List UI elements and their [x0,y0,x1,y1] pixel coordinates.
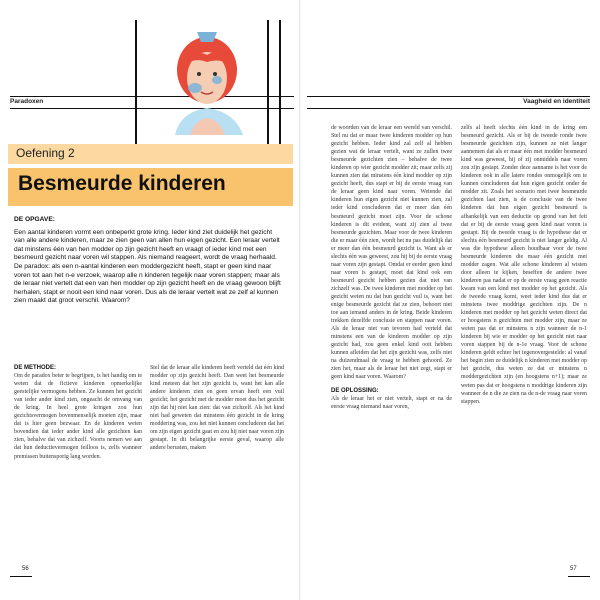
right-col-1 [331,124,452,411]
left-header-text: Paradoxen [10,98,44,105]
right-text-2: zelfs al heeft slechts één kind in de kring een besmeurd gezicht. Als er bij de tweede ronde twee besmeurde gezichten zijn, kunnen ze niet langer aannemen dat als er maar één met modder besmeurd kind was geweest, hij of zij onmiddels naar voren zou zijn gestapt. Zonder deze aanname is het voor de kinderen ook in alle latere rondes onmogelijk om te kunnen concluderen dat hun eigen gezicht onder de modder zit. Zoals het scenario met twee besmeurde gezichten laat zien, is de conclusie van de twee kinderen dat hun eigen gezicht besmeurd is afhankelijk van een deductie op grond van het feit dat er bij de eerste vraag geen kind naar voren is gestapt. Bij de tweede vraag is de hypothese dat er slechts één besmeurd gezicht is niet langer geldig. Al was die hypothese alleen houdbaar voor de twee besmeurde kinderen die maar één gezicht met modder zagen. Wat alle schone kinderen al wisten door alleen te kijken, beseffen de andere twee kinderen pas nadat er op de eerste vraag geen reactie kwam van een kind met modder op het gezicht. Als de tweede vraag komt, weet ieder kind dus dat er minstens twee moddrige gezichten zijn. De n kinderen met modder op het gezicht weten direct dat er hoogstens n gezichten met modder zijn, maar ze weten pas dat er minstens n zijn wanneer de n-1 kinderen bij wie er modder op het gezicht niet naar voren stappen bij de n-1e vraag. Voor de schone kinderen geldt echter het tegenovergestelde: al vanaf het begin zien ze duidelijk n kinderen met modder op het gezicht, dus weten ze dat er minstens n moddergezichten zijn (en hoogstens n+1); maar ze weten pas dat er hoogstens n moddrige kinderen zijn wanneer de n die ze zien na de n-de vraag naar voren stappen. [461,125,587,405]
assignment-block [14,216,284,306]
method-heading: DE METHODE: [14,365,56,371]
right-text-1: de woorden van de leraar een wereld van verschil. Stel nu dat er maar twee kinderen modder op hun gezicht hebben. Ieder kind zal zelf al hebben gezien wat de leraar vertelt, want ze zullen twee besmeurde gezichten zien – behalve de twee kinderen op wier gezicht modder zit; maar zelfs zij kunnen zien dat minstens één kind modder op zijn gezicht heeft, dus stapt er bij de eerste vraag van de leraar geen kind naar voren. Wetende dat kinderen hun eigen gezicht niet kunnen zien, zal ieder kind concluderen dat er meer dan één besmeurd gezicht moet zijn. Voor de schone kinderen is dit evident, want zij zien al twee besmeurde gezichten. Maar voor de twee kinderen die er maar één zien, wordt het nu pas duidelijk dat er meer dan één besmeurd gezicht is. Want als er slechts één was geweest, zou hij bij de eerste vraag naar voren zijn gestapt. Omdat er eerder geen kind naar voren is gestapt, moet dat kind ook een besmeurd gezicht hebben gezien dat niet van zichzelf was. De twee kinderen met modder op het gezicht weten nu dat hun gezicht vuil is, want het enige besmeurde gezicht dat ze zien, behoort niet toe aan iemand anders in de kring. Beide kinderen trekken dezelfde conclusie en stappen naar voren. Als de leraar niet van tevoren had verteld dat minstens een van de kinderen modder op zijn gezicht had, zou geen enkel kind ooit hebben kunnen afleiden dat het zijn gezicht was, zelfs niet na duizendmaal de vraag te hebben gehoord. Ze zien het, maar als de leraar het niet zegt, stapt er geen kind naar voren. Waarom? [331,125,452,381]
left-footer-line [10,576,32,577]
left-page-number: 56 [22,566,29,572]
left-col-1 [14,364,142,461]
right-page-header [307,96,590,109]
method-text-1: Om de paradox beter te begrijpen, is het handig om te weten dat de fictieve kinderen opmerkelijke geestelijke vermogens hebben. Ze kunnen het gezicht van ieder ander kind zien, ongeacht de omvang van de kring. In heel grote kringen zou hun gezichtsvermogen bovenmenselijk moeten zijn, maar dat is hier geen bezwaar. En de kinderen weten bovendien dat ieder ander kind alle gezichten kan zien, behalve dat van zichzelf. Voorts nemen we aan dat hun deductievermogen feilloos is, zelfs wanneer premissen buitensporig lang worden. [14,373,142,460]
right-header-text: Vaagheid en identiteit [523,98,590,105]
solution-text: Als de leraar het er niet vertelt, stapt er na de eerste vraag niemand naar voren, [331,395,452,410]
chapter-title: Besmeurde kinderen [18,172,226,195]
left-col-2 [150,364,284,453]
right-page-number: 57 [570,566,577,572]
exercise-label: Oefening 2 [16,146,75,160]
gutter [299,0,301,600]
method-text-2: Stel dat de leraar alle kinderen heeft verteld dat één kind modder op zijn gezicht heeft. Dan weet het besmeurde kind meteen dat het zijn gezicht is, want het kan alle andere kinderen zien en geen ervan heeft een vuil gezicht; het gezicht met de modder moet dus het gezicht zijn dat hij niet kan zien: dat van zichzelf. Als het kind niet had geweten dat minstens één gezicht in de kring moddering was, zou het niet kunnen concluderen dat het om zijn eigen gezicht gaat en zou hij niet naar voren zijn gestapt. In dit belangrijke eerste geval, waarop alle andere berusten, maken [150,365,284,452]
solution-heading: DE OPLOSSING: [331,387,379,394]
child-illustration [135,20,280,135]
assignment-heading: DE OPGAVE: [14,216,55,223]
assignment-text: Een aantal kinderen vormt een onbeperkt grote kring. Ieder kind ziet duidelijk het gezicht van alle andere kinderen, maar ze zien geen van allen hun eigen gezicht. Een leraar vertelt dat minstens één van hen modder op zijn gezicht heeft en vraagt of ieder kind met een besmeurd gezicht naar voren wil stappen. Als niemand reageert, wordt de vraag herhaald. De paradox: als een n-aantal kinderen een moddergezicht heeft, stapt er geen kind naar voren tot aan het n-e verzoek, waarop alle n kinderen tegelijk naar voren stappen; maar als de leraar niet vertelt dat een van hen modder op zijn gezicht heeft en de vraag gewoon blijft herhalen, stapt er nooit een kind naar voren. Dus als de leraar vertelt wat ze zelf al kunnen zien maakt dat groot verschil. Waarom? [14,228,281,305]
right-col-2 [461,124,587,406]
right-footer-line [568,576,590,577]
